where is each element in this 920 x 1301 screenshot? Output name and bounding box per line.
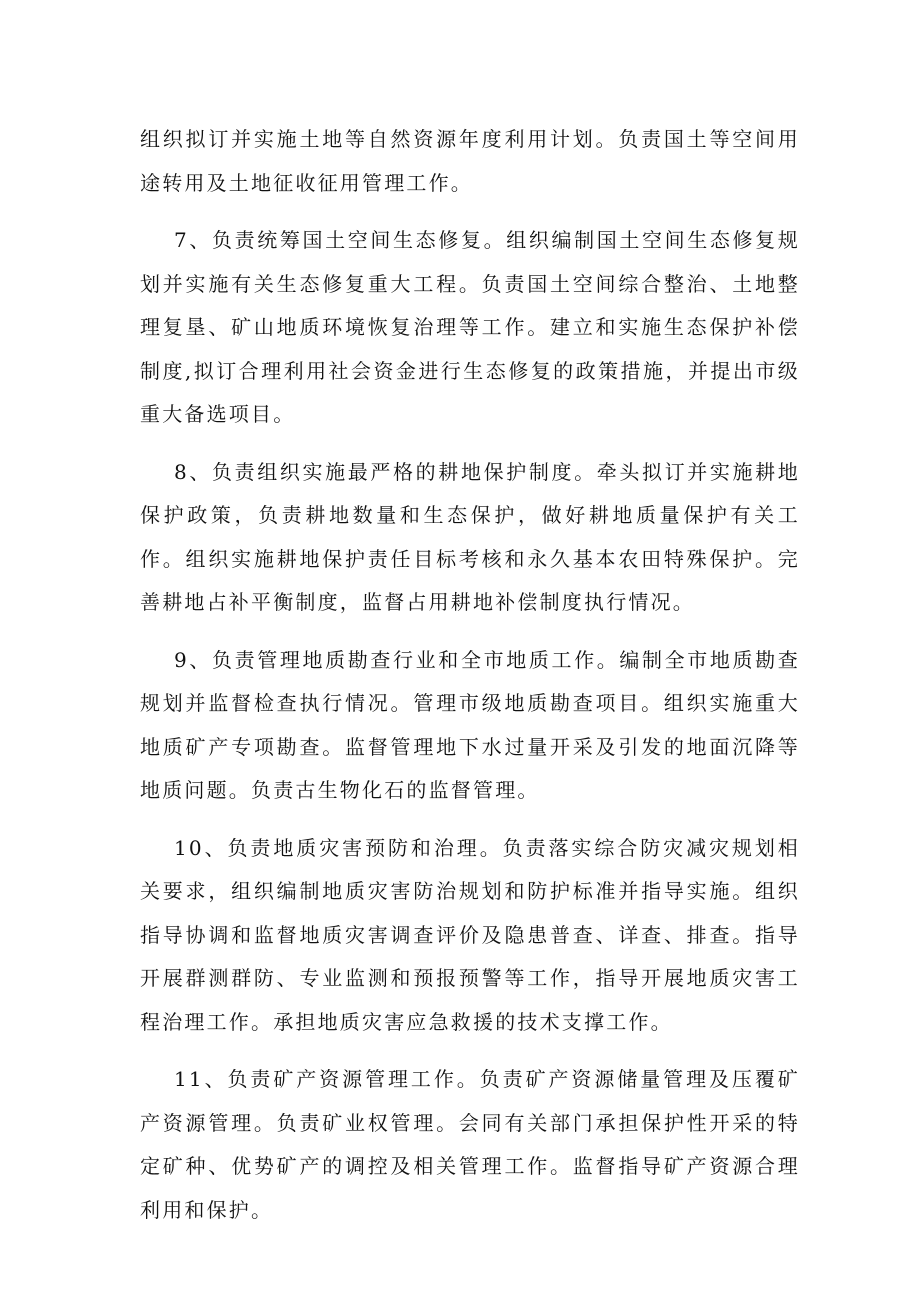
document-body [140,118,800,1232]
paragraph-8-farmland-protection: 8、负责组织实施最严格的耕地保护制度。牵头拟订并实施耕地保护政策，负责耕地数量和生态保护，做好耕地质量保护有关工作。组织实施耕地保护责任目标考核和永久基本农田特殊保护。完善耕地占补平衡制度，监督占用耕地补偿制度执行情况。 [140,459,800,614]
paragraph-9-geological-survey: 9、负责管理地质勘查行业和全市地质工作。编制全市地质勘查规划并监督检查执行情况。管理市级地质勘查项目。组织实施重大地质矿产专项勘查。监督管理地下水过量开采及引发的地面沉降等地质问题。负责古生物化石的监督管理。 [140,647,800,802]
paragraph-10-geological-disaster: 10、负责地质灾害预防和治理。负责落实综合防灾减灾规划相关要求，组织编制地质灾害防治规划和防护标准并指导实施。组织指导协调和监督地质灾害调查评价及隐患普查、详查、排查。指导开展群测群防、专业监测和预报预警等工作，指导开展地质灾害工程治理工作。承担地质灾害应急救援的技术支撑工作。 [140,835,800,1034]
paragraph-11-mineral-resources: 11、负责矿产资源管理工作。负责矿产资源储量管理及压覆矿产资源管理。负责矿业权管理。会同有关部门承担保护性开采的特定矿种、优势矿产的调控及相关管理工作。监督指导矿产资源合理利用和保护。 [140,1067,800,1222]
paragraph-land-use-plan: 组织拟订并实施土地等自然资源年度利用计划。负责国土等空间用途转用及土地征收征用管理工作。 [140,127,800,195]
paragraph-7-ecological-restoration: 7、负责统筹国土空间生态修复。组织编制国土空间生态修复规划并实施有关生态修复重大工程。负责国土空间综合整治、土地整理复垦、矿山地质环境恢复治理等工作。建立和实施生态保护补偿制度,拟订合理利用社会资金进行生态修复的政策措施，并提出市级重大备选项目。 [140,228,800,426]
